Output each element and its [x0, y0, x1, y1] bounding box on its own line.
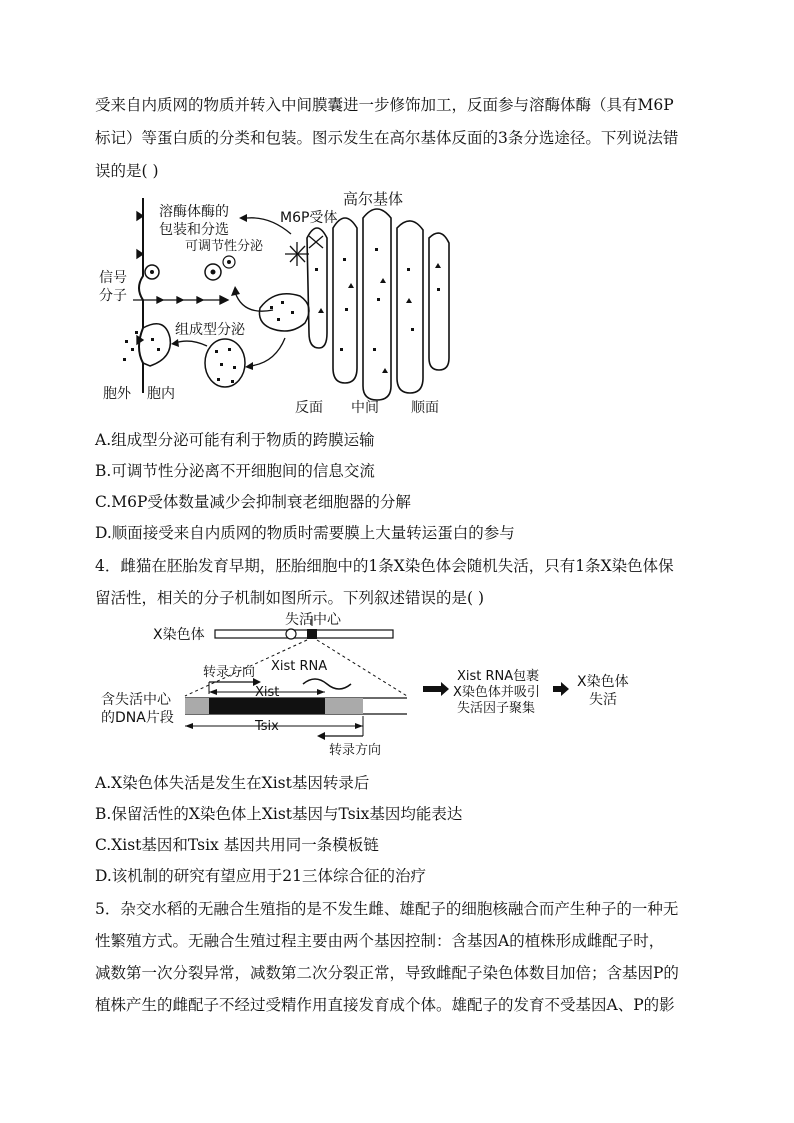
label-inactive-2: 失活: [589, 692, 617, 708]
arrow-2: [553, 682, 569, 696]
q4-option-c: C.Xist基因和Tsix 基因共用同一条模板链: [95, 836, 379, 854]
label-wrap-3: 失活因子聚集: [457, 701, 536, 716]
label-regulated: 可调节性分泌: [185, 239, 264, 254]
label-m6p: M6P受体: [280, 210, 338, 226]
q5-line-1: 5．杂交水稻的无融合生殖指的是不发生雌、雄配子的细胞核融合而产生种子的一种无: [95, 900, 679, 918]
arrow-1: [423, 682, 449, 696]
q3-option-a: A.组成型分泌可能有利于物质的跨膜运输: [95, 431, 375, 449]
label-outside: 胞外: [103, 386, 131, 402]
label-inactive-1: X染色体: [577, 674, 629, 690]
budding-vesicle: [259, 294, 309, 331]
label-trans: 反面: [295, 400, 323, 416]
q5-line-3: 减数第一次分裂异常，减数第二次分裂正常，导致雌配子染色体数目加倍；含基因P的: [95, 964, 679, 982]
label-signal-2: 分子: [99, 288, 127, 304]
label-middle: 中间: [351, 400, 379, 416]
label-xist-rna: Xist RNA: [271, 659, 328, 674]
secretion-blob: [143, 324, 170, 366]
label-dna-1: 含失活中心: [101, 692, 171, 708]
x-inactivation-figure: [95, 612, 655, 762]
label-tsix: Tsix: [255, 719, 279, 734]
label-center: 失活中心: [285, 612, 341, 628]
label-wrap-2: X染色体并吸引: [453, 685, 540, 700]
xist-rna-wave: [303, 679, 351, 689]
q5-line-4: 植株产生的雌配子不经过受精作用直接发育成个体。雄配子的发育不受基因A、P的影: [95, 996, 675, 1014]
q4-stem-2: 留活性，相关的分子机制如图所示。下列叙述错误的是( ): [95, 589, 485, 607]
label-signal-1: 信号: [99, 270, 127, 286]
label-golgi: 高尔基体: [343, 190, 404, 208]
label-transcribe-bottom: 转录方向: [329, 743, 382, 758]
q4-stem-1: 4．雌猫在胚胎发育早期，胚胎细胞中的1条X染色体会随机失活，只有1条X染色体保: [95, 557, 674, 575]
q4-option-b: B.保留活性的X染色体上Xist基因与Tsix基因均能表达: [95, 805, 463, 823]
q3-option-c: C.M6P受体数量减少会抑制衰老细胞器的分解: [95, 493, 411, 511]
q4-option-d: D.该机制的研究有望应用于21三体综合征的治疗: [95, 867, 427, 885]
intro-line-2: 标记）等蛋白质的分类和包装。图示发生在高尔基体反面的3条分选途径。下列说法错: [95, 129, 679, 147]
label-inside: 胞内: [147, 386, 175, 402]
m6p-receptor: [285, 236, 323, 266]
plasma-membrane: [139, 198, 143, 393]
label-cis: 顺面: [411, 400, 439, 416]
label-wrap-1: Xist RNA包裹: [457, 669, 540, 684]
xist-gene: [209, 698, 325, 714]
golgi-figure: [95, 188, 455, 416]
x-chromosome: [215, 630, 393, 638]
q5-line-2: 性繁殖方式。无融合生殖过程主要由两个基因控制：含基因A的植株形成雌配子时，: [95, 932, 665, 950]
label-lysosome-2: 包装和分选: [159, 222, 229, 238]
q3-option-b: B.可调节性分泌离不开细胞间的信息交流: [95, 462, 375, 480]
label-xist: Xist: [255, 685, 280, 700]
intro-line-3: 误的是( ): [95, 162, 159, 180]
q4-option-a: A.X染色体失活是发生在Xist基因转录后: [95, 774, 370, 792]
label-xchrom: X染色体: [153, 627, 205, 643]
q3-option-d: D.顺面接受来自内质网的物质时需要膜上大量转运蛋白的参与: [95, 524, 515, 542]
label-constitutive: 组成型分泌: [175, 322, 245, 338]
constitutive-vesicle: [205, 339, 245, 387]
label-dna-2: 的DNA片段: [101, 710, 174, 726]
intro-line-1: 受来自内质网的物质并转入中间膜囊进一步修饰加工，反面参与溶酶体酶（具有M6P: [95, 96, 674, 114]
label-lysosome-1: 溶酶体酶的: [159, 204, 229, 220]
label-transcribe-top: 转录方向: [203, 665, 256, 680]
golgi-stack: [307, 209, 449, 400]
